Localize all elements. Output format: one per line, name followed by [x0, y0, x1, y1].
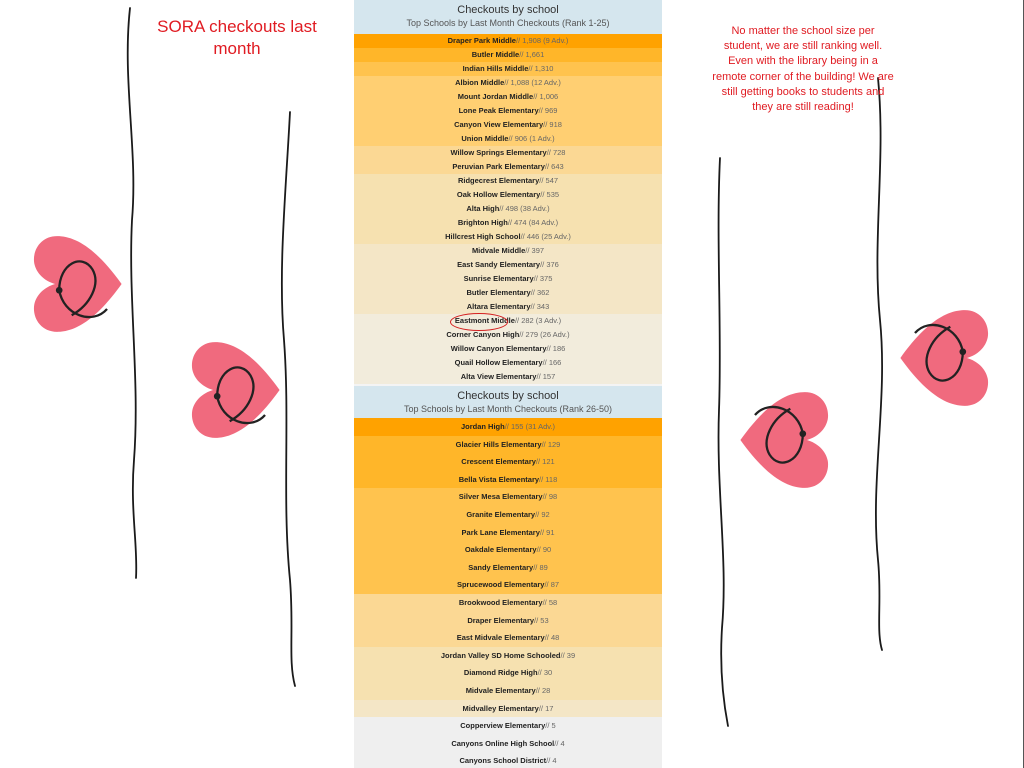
- checkout-count: // 17: [538, 703, 554, 713]
- school-row: [354, 118, 662, 132]
- checkout-count: // 375: [533, 274, 553, 283]
- school-row: [354, 506, 662, 524]
- school-row: [354, 314, 662, 328]
- school-row: [354, 216, 662, 230]
- checkout-count: // 98: [542, 492, 558, 502]
- school-row: [354, 471, 662, 489]
- checkout-count: // 547: [539, 176, 559, 185]
- checkout-count: // 1,661: [519, 50, 545, 59]
- school-row: [354, 700, 662, 718]
- checkout-count: // 474 (84 Adv.): [507, 218, 559, 227]
- panel-subtitle: Top Schools by Last Month Checkouts (Rank 26-50): [403, 404, 613, 414]
- panel-header: [354, 386, 662, 418]
- checkout-count: // 279 (26 Adv.): [519, 330, 570, 339]
- school-name: Midvale Elementary: [465, 685, 536, 695]
- checkout-count: // 4: [546, 756, 557, 766]
- checkout-count: // 48: [544, 633, 560, 643]
- checkout-count: // 39: [560, 650, 576, 660]
- school-name: Diamond Ridge High: [463, 668, 538, 678]
- checkout-count: // 118: [539, 474, 558, 484]
- school-list: [354, 418, 662, 768]
- school-row: [354, 104, 662, 118]
- school-row: [354, 244, 662, 258]
- panel-title: Checkouts by school: [457, 390, 559, 402]
- checkout-count: // 4: [554, 738, 565, 748]
- school-name: Sandy Elementary: [468, 562, 534, 572]
- checkout-count: // 87: [544, 580, 560, 590]
- school-row: [354, 735, 662, 753]
- school-name: Bella Vista Elementary: [458, 474, 540, 484]
- school-row: [354, 160, 662, 174]
- school-list: [354, 34, 662, 384]
- school-name: Crescent Elementary: [461, 457, 536, 467]
- school-row: [354, 258, 662, 272]
- school-name: Oakdale Elementary: [464, 545, 537, 555]
- checkout-count: // 155 (31 Adv.): [504, 422, 556, 431]
- school-name: Lone Peak Elementary: [458, 106, 539, 115]
- school-name: Sprucewood Elementary: [456, 580, 545, 590]
- school-name: Albion Middle: [455, 78, 505, 87]
- checkout-count: // 157: [536, 372, 556, 381]
- checkout-count: // 643: [544, 162, 564, 171]
- school-name: Canyons Online High School: [451, 738, 555, 748]
- checkout-count: // 1,310: [528, 64, 554, 73]
- checkout-count: // 91: [539, 527, 555, 537]
- school-name: Brighton High: [457, 218, 508, 227]
- school-name: Alta High: [466, 204, 500, 213]
- panel-header: [354, 0, 662, 34]
- school-row: [354, 342, 662, 356]
- school-name: Willow Springs Elementary: [450, 148, 547, 157]
- school-row: [354, 328, 662, 342]
- checkout-count: // 30: [537, 668, 553, 678]
- checkout-count: // 1,006: [533, 92, 559, 101]
- school-row: [354, 647, 662, 665]
- school-row: [354, 230, 662, 244]
- school-name: Brookwood Elementary: [458, 597, 543, 607]
- heart-icon: [186, 338, 290, 442]
- checkout-count: // 343: [530, 302, 550, 311]
- school-name: Eastmont Middle: [454, 316, 515, 325]
- school-name: Oak Hollow Elementary: [456, 190, 541, 199]
- checkouts-panel-rank-1-25: [354, 0, 662, 386]
- school-row: [354, 682, 662, 700]
- school-row: [354, 524, 662, 542]
- school-row: [354, 541, 662, 559]
- school-row: [354, 752, 662, 768]
- school-row: [354, 629, 662, 647]
- checkout-count: // 1,088 (12 Adv.): [504, 78, 561, 87]
- checkout-count: // 89: [533, 562, 548, 572]
- school-name: Union Middle: [461, 134, 509, 143]
- school-row: [354, 174, 662, 188]
- school-name: Quail Hollow Elementary: [454, 358, 543, 367]
- side-note: No matter the school size per student, we are still ranking well. Even with the library being in a remote corner of the building! We are still getting books to students and they are still reading!: [712, 25, 894, 114]
- school-name: Alta View Elementary: [460, 372, 537, 381]
- school-name: Draper Park Middle: [447, 36, 516, 45]
- checkout-count: // 498 (38 Adv.): [499, 204, 550, 213]
- school-row: [354, 453, 662, 471]
- school-name: Corner Canyon High: [446, 330, 520, 339]
- school-name: Draper Elementary: [467, 615, 535, 625]
- school-row: [354, 488, 662, 506]
- checkout-count: // 535: [540, 190, 560, 199]
- school-name: Jordan High: [460, 422, 505, 431]
- checkout-count: // 186: [546, 344, 566, 353]
- school-row: [354, 370, 662, 384]
- school-name: Mount Jordan Middle: [457, 92, 534, 101]
- checkout-count: // 376: [540, 260, 559, 269]
- checkout-count: // 397: [525, 246, 545, 255]
- school-row: [354, 559, 662, 577]
- school-row: [354, 34, 662, 48]
- school-name: East Midvale Elementary: [456, 633, 545, 643]
- slide-title: SORA checkouts last month: [157, 17, 317, 58]
- checkout-count: // 166: [542, 358, 562, 367]
- school-row: [354, 76, 662, 90]
- checkout-count: // 282 (3 Adv.): [514, 316, 562, 325]
- school-row: [354, 188, 662, 202]
- school-name: Butler Elementary: [466, 288, 531, 297]
- school-name: Midvalley Elementary: [462, 703, 539, 713]
- checkout-count: // 92: [535, 509, 550, 519]
- school-row: [354, 286, 662, 300]
- checkout-count: // 1,908 (9 Adv.): [515, 36, 569, 45]
- panel-title: Checkouts by school: [457, 4, 559, 16]
- checkouts-panel-rank-26-50: [354, 386, 662, 768]
- school-name: Willow Canyon Elementary: [450, 344, 547, 353]
- checkout-count: // 446 (25 Adv.): [520, 232, 571, 241]
- school-name: East Sandy Elementary: [457, 260, 541, 269]
- school-row: [354, 62, 662, 76]
- checkout-count: // 906 (1 Adv.): [508, 134, 555, 143]
- school-row: [354, 576, 662, 594]
- school-row: [354, 356, 662, 370]
- panel-subtitle: Top Schools by Last Month Checkouts (Rank 1-25): [406, 18, 610, 28]
- school-row: [354, 300, 662, 314]
- checkout-count: // 28: [535, 685, 551, 695]
- school-row: [354, 436, 662, 454]
- school-row: [354, 418, 662, 436]
- school-name: Sunrise Elementary: [463, 274, 534, 283]
- school-row: [354, 132, 662, 146]
- school-name: Granite Elementary: [466, 509, 536, 519]
- heart-icon: [890, 306, 994, 410]
- heart-icon: [730, 388, 834, 492]
- checkout-count: // 969: [538, 106, 558, 115]
- checkout-count: // 58: [542, 597, 558, 607]
- school-name: Hillcrest High School: [445, 232, 521, 241]
- school-row: [354, 594, 662, 612]
- school-name: Altara Elementary: [466, 302, 531, 311]
- school-row: [354, 48, 662, 62]
- school-row: [354, 90, 662, 104]
- school-name: Canyon View Elementary: [454, 120, 544, 129]
- school-name: Ridgecrest Elementary: [457, 176, 540, 185]
- school-row: [354, 612, 662, 630]
- school-name: Butler Middle: [471, 50, 520, 59]
- school-name: Canyons School District: [459, 756, 547, 766]
- checkout-count: // 362: [530, 288, 550, 297]
- school-row: [354, 664, 662, 682]
- school-name: Glacier Hills Elementary: [455, 439, 542, 449]
- school-row: [354, 272, 662, 286]
- heart-icon: [28, 232, 132, 336]
- school-row: [354, 146, 662, 160]
- school-name: Copperview Elementary: [460, 721, 546, 731]
- checkout-count: // 129: [541, 439, 561, 449]
- checkout-count: // 5: [545, 721, 556, 731]
- school-row: [354, 202, 662, 216]
- school-name: Silver Mesa Elementary: [458, 492, 543, 502]
- school-name: Peruvian Park Elementary: [452, 162, 545, 171]
- checkout-count: // 121: [535, 457, 555, 467]
- checkout-count: // 90: [536, 545, 552, 555]
- school-name: Jordan Valley SD Home Schooled: [440, 650, 561, 660]
- checkout-count: // 918: [543, 120, 562, 129]
- checkout-count: // 728: [546, 148, 566, 157]
- school-name: Midvale Middle: [471, 246, 526, 255]
- checkout-count: // 53: [534, 615, 549, 625]
- school-name: Indian Hills Middle: [462, 64, 529, 73]
- school-name: Park Lane Elementary: [461, 527, 540, 537]
- school-row: [354, 717, 662, 735]
